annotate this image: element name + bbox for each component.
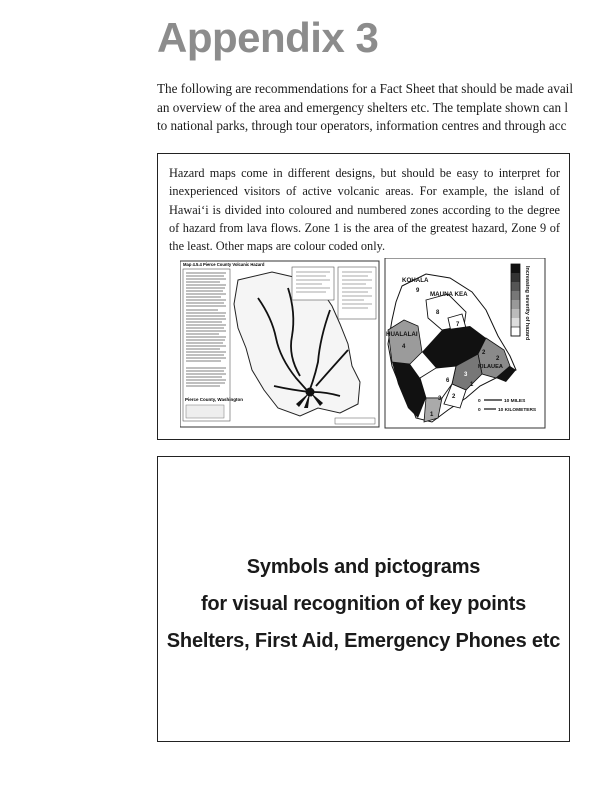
pierce-county-map	[180, 261, 379, 427]
hazard-text-line: Zone 9 of the least. Other maps are colour coded only.	[169, 220, 560, 254]
page-title: Appendix 3	[157, 14, 379, 61]
intro-line: an overview of the area and emergency shelters etc. The template shown can l	[157, 99, 569, 115]
hazard-text-line: degree of hazard from lava flows. Zone 1 is the area of the greatest hazard,	[169, 202, 561, 235]
scale-km: 10 KILOMETERS	[498, 408, 537, 413]
zone-number: 8	[436, 310, 440, 316]
scale-miles: 10 MILES	[504, 399, 526, 404]
zone-number: 1	[470, 382, 474, 388]
label-mauna-kea: MAUNA KEA	[430, 291, 468, 298]
zone-number: 9	[416, 288, 420, 294]
symbols-pictograms-box	[157, 456, 570, 742]
pierce-inset-title: Pierce County, Washington	[185, 397, 244, 402]
zone-number: 6	[446, 378, 450, 384]
label-kohala: KOHALA	[402, 277, 429, 284]
zone-number: 2	[452, 394, 456, 400]
hazard-maps-text	[169, 164, 560, 255]
symbols-line-2: for visual recognition of key points	[200, 593, 527, 615]
hawaii-hazard-map	[385, 258, 545, 428]
label-hualalai: HUALALAI	[386, 331, 418, 338]
zone-number: 2	[496, 356, 500, 362]
hazard-text-line: inexperienced visitors of active volcanic areas. For example, the island of	[169, 184, 560, 199]
zone-number: 2	[482, 350, 486, 356]
hazard-maps-figure	[180, 258, 548, 430]
hazard-text-line: Hawai‘i is divided into coloured and numbered zones according to the	[169, 202, 524, 217]
legend-caption: Increasing severity of hazard	[524, 266, 530, 341]
symbols-message	[158, 549, 569, 660]
scale-zero: 0	[478, 399, 481, 404]
intro-line: The following are recommendations for a Fact Sheet that should be made avail	[157, 81, 574, 96]
hazard-maps-box	[157, 153, 570, 440]
zone-number: 4	[402, 344, 406, 350]
zone-number: 7	[456, 322, 460, 328]
zone-number: 3	[438, 396, 442, 402]
zone-number: 3	[428, 346, 432, 352]
zone-number: 3	[464, 372, 468, 378]
symbols-line-3: Shelters, First Aid, Emergency Phones etc	[166, 630, 561, 652]
intro-line: to national parks, through tour operators, information centres and through acc	[157, 118, 567, 133]
scale-zero: 0	[478, 408, 481, 413]
symbols-line-1: Symbols and pictograms	[246, 556, 481, 578]
zone-number: 1	[430, 412, 434, 418]
label-kilauea: KILAUEA	[478, 364, 503, 370]
intro-paragraph	[157, 80, 601, 136]
hazard-text-line: Hazard maps come in different designs, but should be easy to interpret for	[169, 166, 560, 180]
pierce-map-title: Map 4.5.4 Pierce County Volcanic Hazard	[183, 262, 265, 267]
